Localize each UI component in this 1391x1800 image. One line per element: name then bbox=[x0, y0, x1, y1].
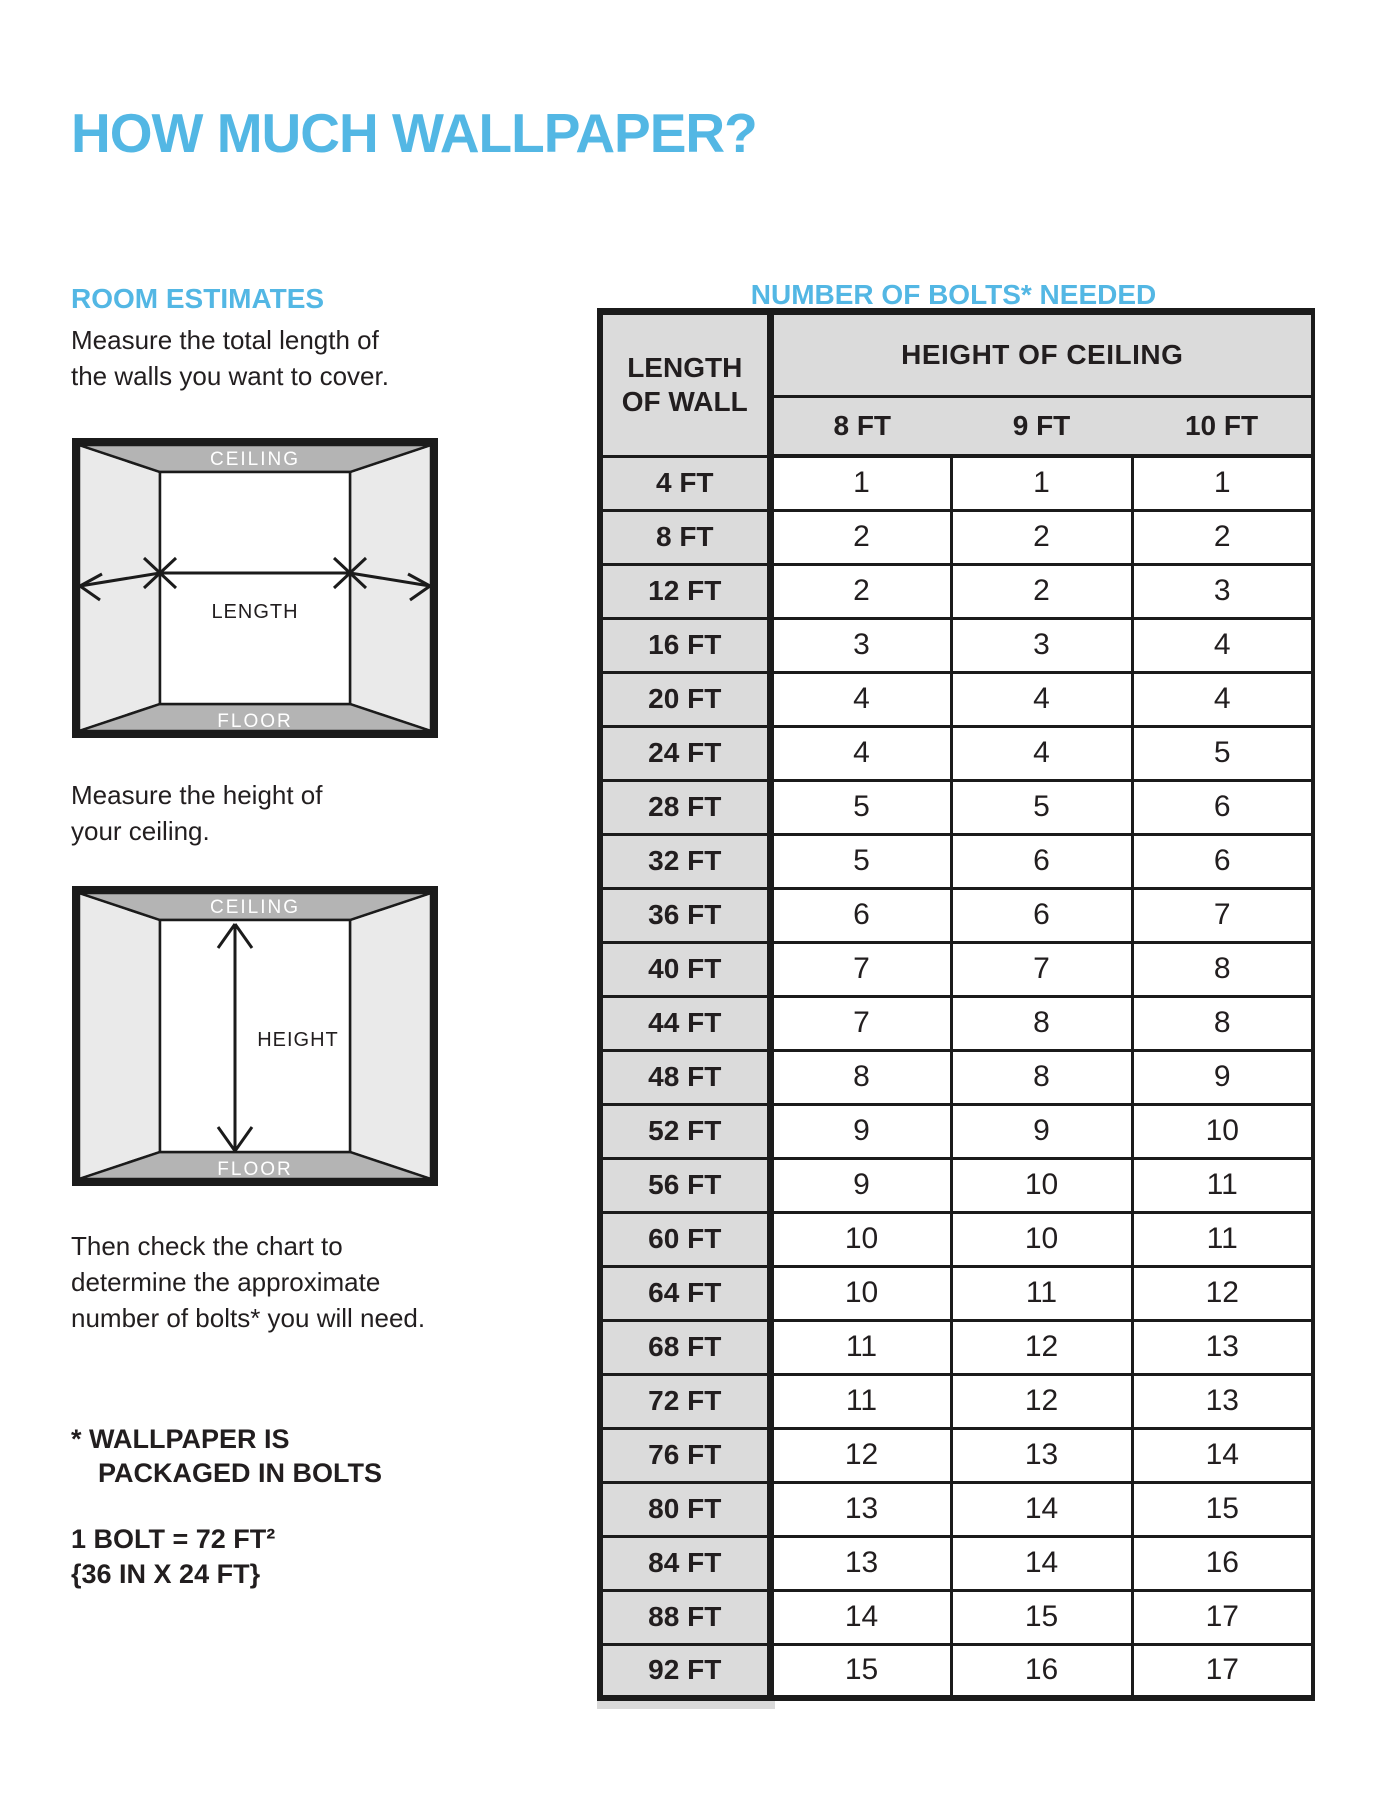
bolt-count-cell: 14 bbox=[1132, 1428, 1313, 1482]
bolts-table bbox=[597, 308, 1315, 1701]
bolt-count-cell: 7 bbox=[770, 996, 951, 1050]
table-row bbox=[600, 726, 1313, 780]
table-row bbox=[600, 1212, 1313, 1266]
bolt-count-cell: 6 bbox=[951, 834, 1132, 888]
bolt-count-cell: 4 bbox=[1132, 618, 1313, 672]
bolt-count-cell: 7 bbox=[1132, 888, 1313, 942]
footnote-line1: * WALLPAPER IS bbox=[71, 1424, 290, 1454]
height-of-ceiling-header: HEIGHT OF CEILING bbox=[770, 312, 1313, 397]
bolt-count-cell: 2 bbox=[951, 564, 1132, 618]
bolt-count-cell: 5 bbox=[770, 780, 951, 834]
bolts-table-body bbox=[600, 456, 1313, 1698]
bolt-count-cell: 14 bbox=[770, 1590, 951, 1644]
step3-line2: determine the approximate bbox=[71, 1267, 381, 1297]
bolt-count-cell: 13 bbox=[1132, 1374, 1313, 1428]
footnote-line2: PACKAGED IN BOLTS bbox=[98, 1458, 383, 1488]
bolt-count-cell: 10 bbox=[770, 1212, 951, 1266]
table-row bbox=[600, 1374, 1313, 1428]
bolt-count-cell: 8 bbox=[951, 1050, 1132, 1104]
table-row bbox=[600, 672, 1313, 726]
bolt-count-cell: 10 bbox=[770, 1266, 951, 1320]
wall-length-cell: 88 FT bbox=[600, 1590, 770, 1644]
bolt-count-cell: 15 bbox=[951, 1590, 1132, 1644]
bolt-count-cell: 10 bbox=[951, 1158, 1132, 1212]
bolt-count-cell: 13 bbox=[770, 1482, 951, 1536]
bolt-count-cell: 13 bbox=[951, 1428, 1132, 1482]
table-row bbox=[600, 1104, 1313, 1158]
wall-length-cell: 40 FT bbox=[600, 942, 770, 996]
ceiling-9ft-header: 9 FT bbox=[951, 397, 1132, 457]
table-row bbox=[600, 780, 1313, 834]
bolt-dimensions: {36 IN X 24 FT} bbox=[71, 1559, 261, 1589]
step2-instructions bbox=[71, 777, 323, 849]
table-row bbox=[600, 1428, 1313, 1482]
left-wall bbox=[79, 445, 160, 731]
bolt-count-cell: 9 bbox=[770, 1104, 951, 1158]
wall-length-cell: 72 FT bbox=[600, 1374, 770, 1428]
bolt-count-cell: 9 bbox=[951, 1104, 1132, 1158]
height-diagram-svg bbox=[72, 886, 438, 1186]
length-of-wall-line2: OF WALL bbox=[621, 385, 748, 417]
step2-line2: your ceiling. bbox=[71, 816, 210, 846]
bolt-count-cell: 2 bbox=[951, 510, 1132, 564]
bolt-count-cell: 5 bbox=[951, 780, 1132, 834]
table-row bbox=[600, 456, 1313, 510]
wall-length-cell: 32 FT bbox=[600, 834, 770, 888]
bolt-count-cell: 6 bbox=[1132, 834, 1313, 888]
bolt-count-cell: 13 bbox=[1132, 1320, 1313, 1374]
bolt-count-cell: 1 bbox=[770, 456, 951, 510]
table-row bbox=[600, 888, 1313, 942]
table-row bbox=[600, 1536, 1313, 1590]
wall-length-cell: 48 FT bbox=[600, 1050, 770, 1104]
bolt-count-cell: 12 bbox=[1132, 1266, 1313, 1320]
bolt-count-cell: 3 bbox=[951, 618, 1132, 672]
wallpaper-bolts-footnote bbox=[71, 1422, 382, 1490]
bolt-count-cell: 14 bbox=[951, 1482, 1132, 1536]
page-title: HOW MUCH WALLPAPER? bbox=[71, 101, 757, 164]
back-wall bbox=[160, 472, 350, 704]
wall-length-cell: 92 FT bbox=[600, 1644, 770, 1698]
height-diagram bbox=[72, 886, 438, 1186]
bolt-count-cell: 6 bbox=[770, 888, 951, 942]
step1-line1: Measure the total length of bbox=[71, 325, 379, 355]
bolt-count-cell: 6 bbox=[1132, 780, 1313, 834]
floor-label: FLOOR bbox=[217, 711, 293, 732]
bolts-needed-heading: NUMBER OF BOLTS* NEEDED bbox=[750, 279, 1157, 311]
ceiling-10ft-header: 10 FT bbox=[1132, 397, 1313, 457]
wall-length-cell: 56 FT bbox=[600, 1158, 770, 1212]
bolt-count-cell: 3 bbox=[770, 618, 951, 672]
height-label: HEIGHT bbox=[257, 1029, 339, 1051]
bolt-count-cell: 16 bbox=[951, 1644, 1132, 1698]
bolt-count-cell: 11 bbox=[1132, 1158, 1313, 1212]
table-row bbox=[600, 564, 1313, 618]
bolt-count-cell: 12 bbox=[951, 1320, 1132, 1374]
bolt-count-cell: 10 bbox=[951, 1212, 1132, 1266]
length-diagram-svg bbox=[72, 438, 438, 738]
wall-length-cell: 52 FT bbox=[600, 1104, 770, 1158]
step1-line2: the walls you want to cover. bbox=[71, 361, 389, 391]
bolt-size-info bbox=[71, 1522, 275, 1592]
wall-length-cell: 84 FT bbox=[600, 1536, 770, 1590]
wall-length-cell: 24 FT bbox=[600, 726, 770, 780]
wall-length-cell: 76 FT bbox=[600, 1428, 770, 1482]
bolt-count-cell: 15 bbox=[1132, 1482, 1313, 1536]
bolt-count-cell: 6 bbox=[951, 888, 1132, 942]
ceiling-8ft-header: 8 FT bbox=[770, 397, 951, 457]
step3-line3: number of bolts* you will need. bbox=[71, 1303, 426, 1333]
table-row bbox=[600, 834, 1313, 888]
bolt-count-cell: 9 bbox=[770, 1158, 951, 1212]
table-row bbox=[600, 1482, 1313, 1536]
wall-length-cell: 8 FT bbox=[600, 510, 770, 564]
table-row bbox=[600, 1050, 1313, 1104]
bolt-count-cell: 4 bbox=[951, 726, 1132, 780]
bolt-count-cell: 8 bbox=[951, 996, 1132, 1050]
wall-length-cell: 16 FT bbox=[600, 618, 770, 672]
bolt-count-cell: 13 bbox=[770, 1536, 951, 1590]
length-diagram bbox=[72, 438, 438, 738]
bolt-count-cell: 4 bbox=[1132, 672, 1313, 726]
label-column-shadow bbox=[597, 1701, 775, 1709]
bolts-table-wrap bbox=[597, 308, 1310, 1709]
wall-length-cell: 4 FT bbox=[600, 456, 770, 510]
bolt-count-cell: 5 bbox=[770, 834, 951, 888]
table-row bbox=[600, 1320, 1313, 1374]
bolt-count-cell: 1 bbox=[1132, 456, 1313, 510]
step2-line1: Measure the height of bbox=[71, 780, 323, 810]
wall-length-cell: 12 FT bbox=[600, 564, 770, 618]
bolt-equation: 1 BOLT = 72 FT² bbox=[71, 1524, 276, 1554]
bolt-count-cell: 2 bbox=[1132, 510, 1313, 564]
right-wall bbox=[350, 445, 431, 731]
bolt-count-cell: 2 bbox=[770, 564, 951, 618]
bolt-count-cell: 14 bbox=[951, 1536, 1132, 1590]
table-row bbox=[600, 1158, 1313, 1212]
bolt-count-cell: 11 bbox=[1132, 1212, 1313, 1266]
left-wall bbox=[79, 893, 160, 1179]
wall-length-cell: 68 FT bbox=[600, 1320, 770, 1374]
wall-length-cell: 36 FT bbox=[600, 888, 770, 942]
bolt-count-cell: 17 bbox=[1132, 1590, 1313, 1644]
step1-instructions bbox=[71, 322, 389, 394]
bolt-count-cell: 2 bbox=[770, 510, 951, 564]
wall-length-cell: 20 FT bbox=[600, 672, 770, 726]
bolt-count-cell: 7 bbox=[951, 942, 1132, 996]
bolt-count-cell: 17 bbox=[1132, 1644, 1313, 1698]
bolt-count-cell: 15 bbox=[770, 1644, 951, 1698]
table-row bbox=[600, 996, 1313, 1050]
bolt-count-cell: 4 bbox=[770, 726, 951, 780]
bolt-count-cell: 12 bbox=[770, 1428, 951, 1482]
bolt-count-cell: 12 bbox=[951, 1374, 1132, 1428]
length-of-wall-line1: LENGTH bbox=[627, 351, 743, 383]
step3-line1: Then check the chart to bbox=[71, 1231, 343, 1261]
bolt-count-cell: 8 bbox=[770, 1050, 951, 1104]
length-of-wall-header bbox=[600, 312, 770, 457]
bolt-count-cell: 10 bbox=[1132, 1104, 1313, 1158]
bolt-count-cell: 4 bbox=[770, 672, 951, 726]
wall-length-cell: 28 FT bbox=[600, 780, 770, 834]
room-estimates-heading: ROOM ESTIMATES bbox=[71, 283, 325, 315]
bolt-count-cell: 11 bbox=[770, 1320, 951, 1374]
table-row bbox=[600, 510, 1313, 564]
table-row bbox=[600, 1266, 1313, 1320]
table-row bbox=[600, 942, 1313, 996]
wall-length-cell: 80 FT bbox=[600, 1482, 770, 1536]
floor-label: FLOOR bbox=[217, 1159, 293, 1180]
table-row bbox=[600, 1644, 1313, 1698]
length-label: LENGTH bbox=[211, 601, 299, 623]
wall-length-cell: 60 FT bbox=[600, 1212, 770, 1266]
bolt-count-cell: 11 bbox=[951, 1266, 1132, 1320]
bolt-count-cell: 8 bbox=[1132, 942, 1313, 996]
bolt-count-cell: 5 bbox=[1132, 726, 1313, 780]
bolt-count-cell: 16 bbox=[1132, 1536, 1313, 1590]
bolt-count-cell: 11 bbox=[770, 1374, 951, 1428]
bolt-count-cell: 9 bbox=[1132, 1050, 1313, 1104]
ceiling-label: CEILING bbox=[209, 897, 301, 918]
wall-length-cell: 44 FT bbox=[600, 996, 770, 1050]
step3-instructions bbox=[71, 1228, 425, 1336]
table-row bbox=[600, 1590, 1313, 1644]
bolt-count-cell: 8 bbox=[1132, 996, 1313, 1050]
bolt-count-cell: 1 bbox=[951, 456, 1132, 510]
ceiling-label: CEILING bbox=[209, 449, 301, 470]
table-row bbox=[600, 618, 1313, 672]
bolt-count-cell: 4 bbox=[951, 672, 1132, 726]
wall-length-cell: 64 FT bbox=[600, 1266, 770, 1320]
bolt-count-cell: 3 bbox=[1132, 564, 1313, 618]
bolt-count-cell: 7 bbox=[770, 942, 951, 996]
right-wall bbox=[350, 893, 431, 1179]
